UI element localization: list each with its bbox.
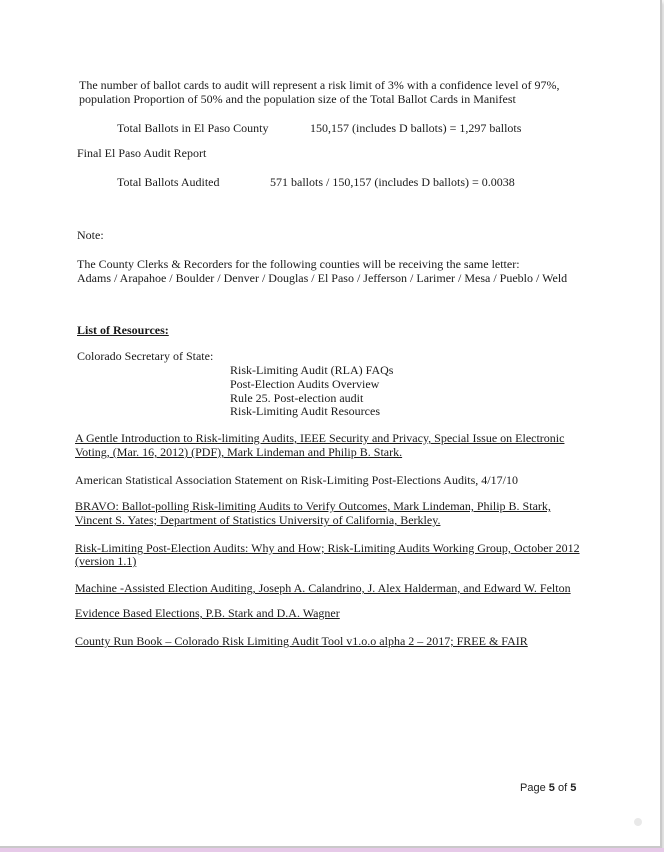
total-ballots-value: 150,157 (includes D ballots) = 1,297 ballots bbox=[310, 121, 522, 135]
ballots-audited-value: 571 ballots / 150,157 (includes D ballots) = 0.0038 bbox=[270, 175, 515, 189]
page-number bbox=[520, 782, 576, 794]
asa-statement: American Statistical Association Statement on Risk-Limiting Post-Elections Audits, 4/17/10 bbox=[75, 473, 518, 487]
total-pages: 5 bbox=[570, 782, 577, 794]
county-run-book-link[interactable]: County Run Book – Colorado Risk Limiting Audit Tool v1.o.o alpha 2 – 2017; FREE & FAIR bbox=[75, 634, 528, 648]
county-list: Adams / Arapahoe / Boulder / Denver / Douglas / El Paso / Jefferson / Larimer / Mesa / Pueblo / Weld bbox=[77, 271, 568, 285]
of-word: of bbox=[557, 782, 568, 794]
sos-item: Rule 25. Post-election audit bbox=[230, 391, 364, 405]
note-line-1: The County Clerks & Recorders for the following counties will be receiving the same letter: bbox=[77, 257, 520, 271]
machine-assisted-link[interactable]: Machine -Assisted Election Auditing, Joseph A. Calandrino, J. Alex Halderman, and Edward W. Felton bbox=[75, 581, 571, 595]
evidence-based-link[interactable]: Evidence Based Elections, P.B. Stark and D.A. Wagner bbox=[75, 606, 340, 620]
final-report-heading: Final El Paso Audit Report bbox=[77, 146, 207, 160]
intro-line-1: The number of ballot cards to audit will represent a risk limit of 3% with a confidence level of 97%, bbox=[79, 78, 560, 92]
rla-why-how-link[interactable]: Risk-Limiting Post-Election Audits: Why and How; Risk-Limiting Audits Working Group, October 2012 bbox=[75, 541, 580, 555]
gentle-intro-link[interactable]: A Gentle Introduction to Risk-limiting Audits, IEEE Security and Privacy, Special Issue on Electronic bbox=[75, 431, 565, 445]
total-ballots-label: Total Ballots in El Paso County bbox=[117, 121, 269, 135]
rla-why-how-link-cont[interactable]: (version 1.1) bbox=[75, 554, 137, 568]
sos-item: Post-Election Audits Overview bbox=[230, 377, 380, 391]
sos-item: Risk-Limiting Audit Resources bbox=[230, 404, 380, 418]
sos-label: Colorado Secretary of State: bbox=[77, 349, 214, 363]
current-page: 5 bbox=[548, 782, 555, 794]
bravo-link-cont[interactable]: Vincent S. Yates; Department of Statistics University of California, Berkley. bbox=[75, 513, 441, 527]
resources-heading: List of Resources: bbox=[77, 323, 169, 337]
gentle-intro-link-cont[interactable]: Voting, (Mar. 16, 2012) (PDF), Mark Lindeman and Philip B. Stark. bbox=[75, 445, 403, 459]
page-word: Page bbox=[520, 782, 546, 794]
note-heading: Note: bbox=[77, 228, 104, 242]
sos-item: Risk-Limiting Audit (RLA) FAQs bbox=[230, 363, 394, 377]
page-corner-dot bbox=[634, 818, 642, 826]
bravo-link[interactable]: BRAVO: Ballot-polling Risk-limiting Audits to Verify Outcomes, Mark Lindeman, Philip B. Stark, bbox=[75, 499, 551, 513]
ballots-audited-label: Total Ballots Audited bbox=[117, 175, 220, 189]
intro-line-2: population Proportion of 50% and the population size of the Total Ballot Cards in Manifest bbox=[79, 92, 516, 106]
bottom-edge bbox=[0, 848, 664, 852]
